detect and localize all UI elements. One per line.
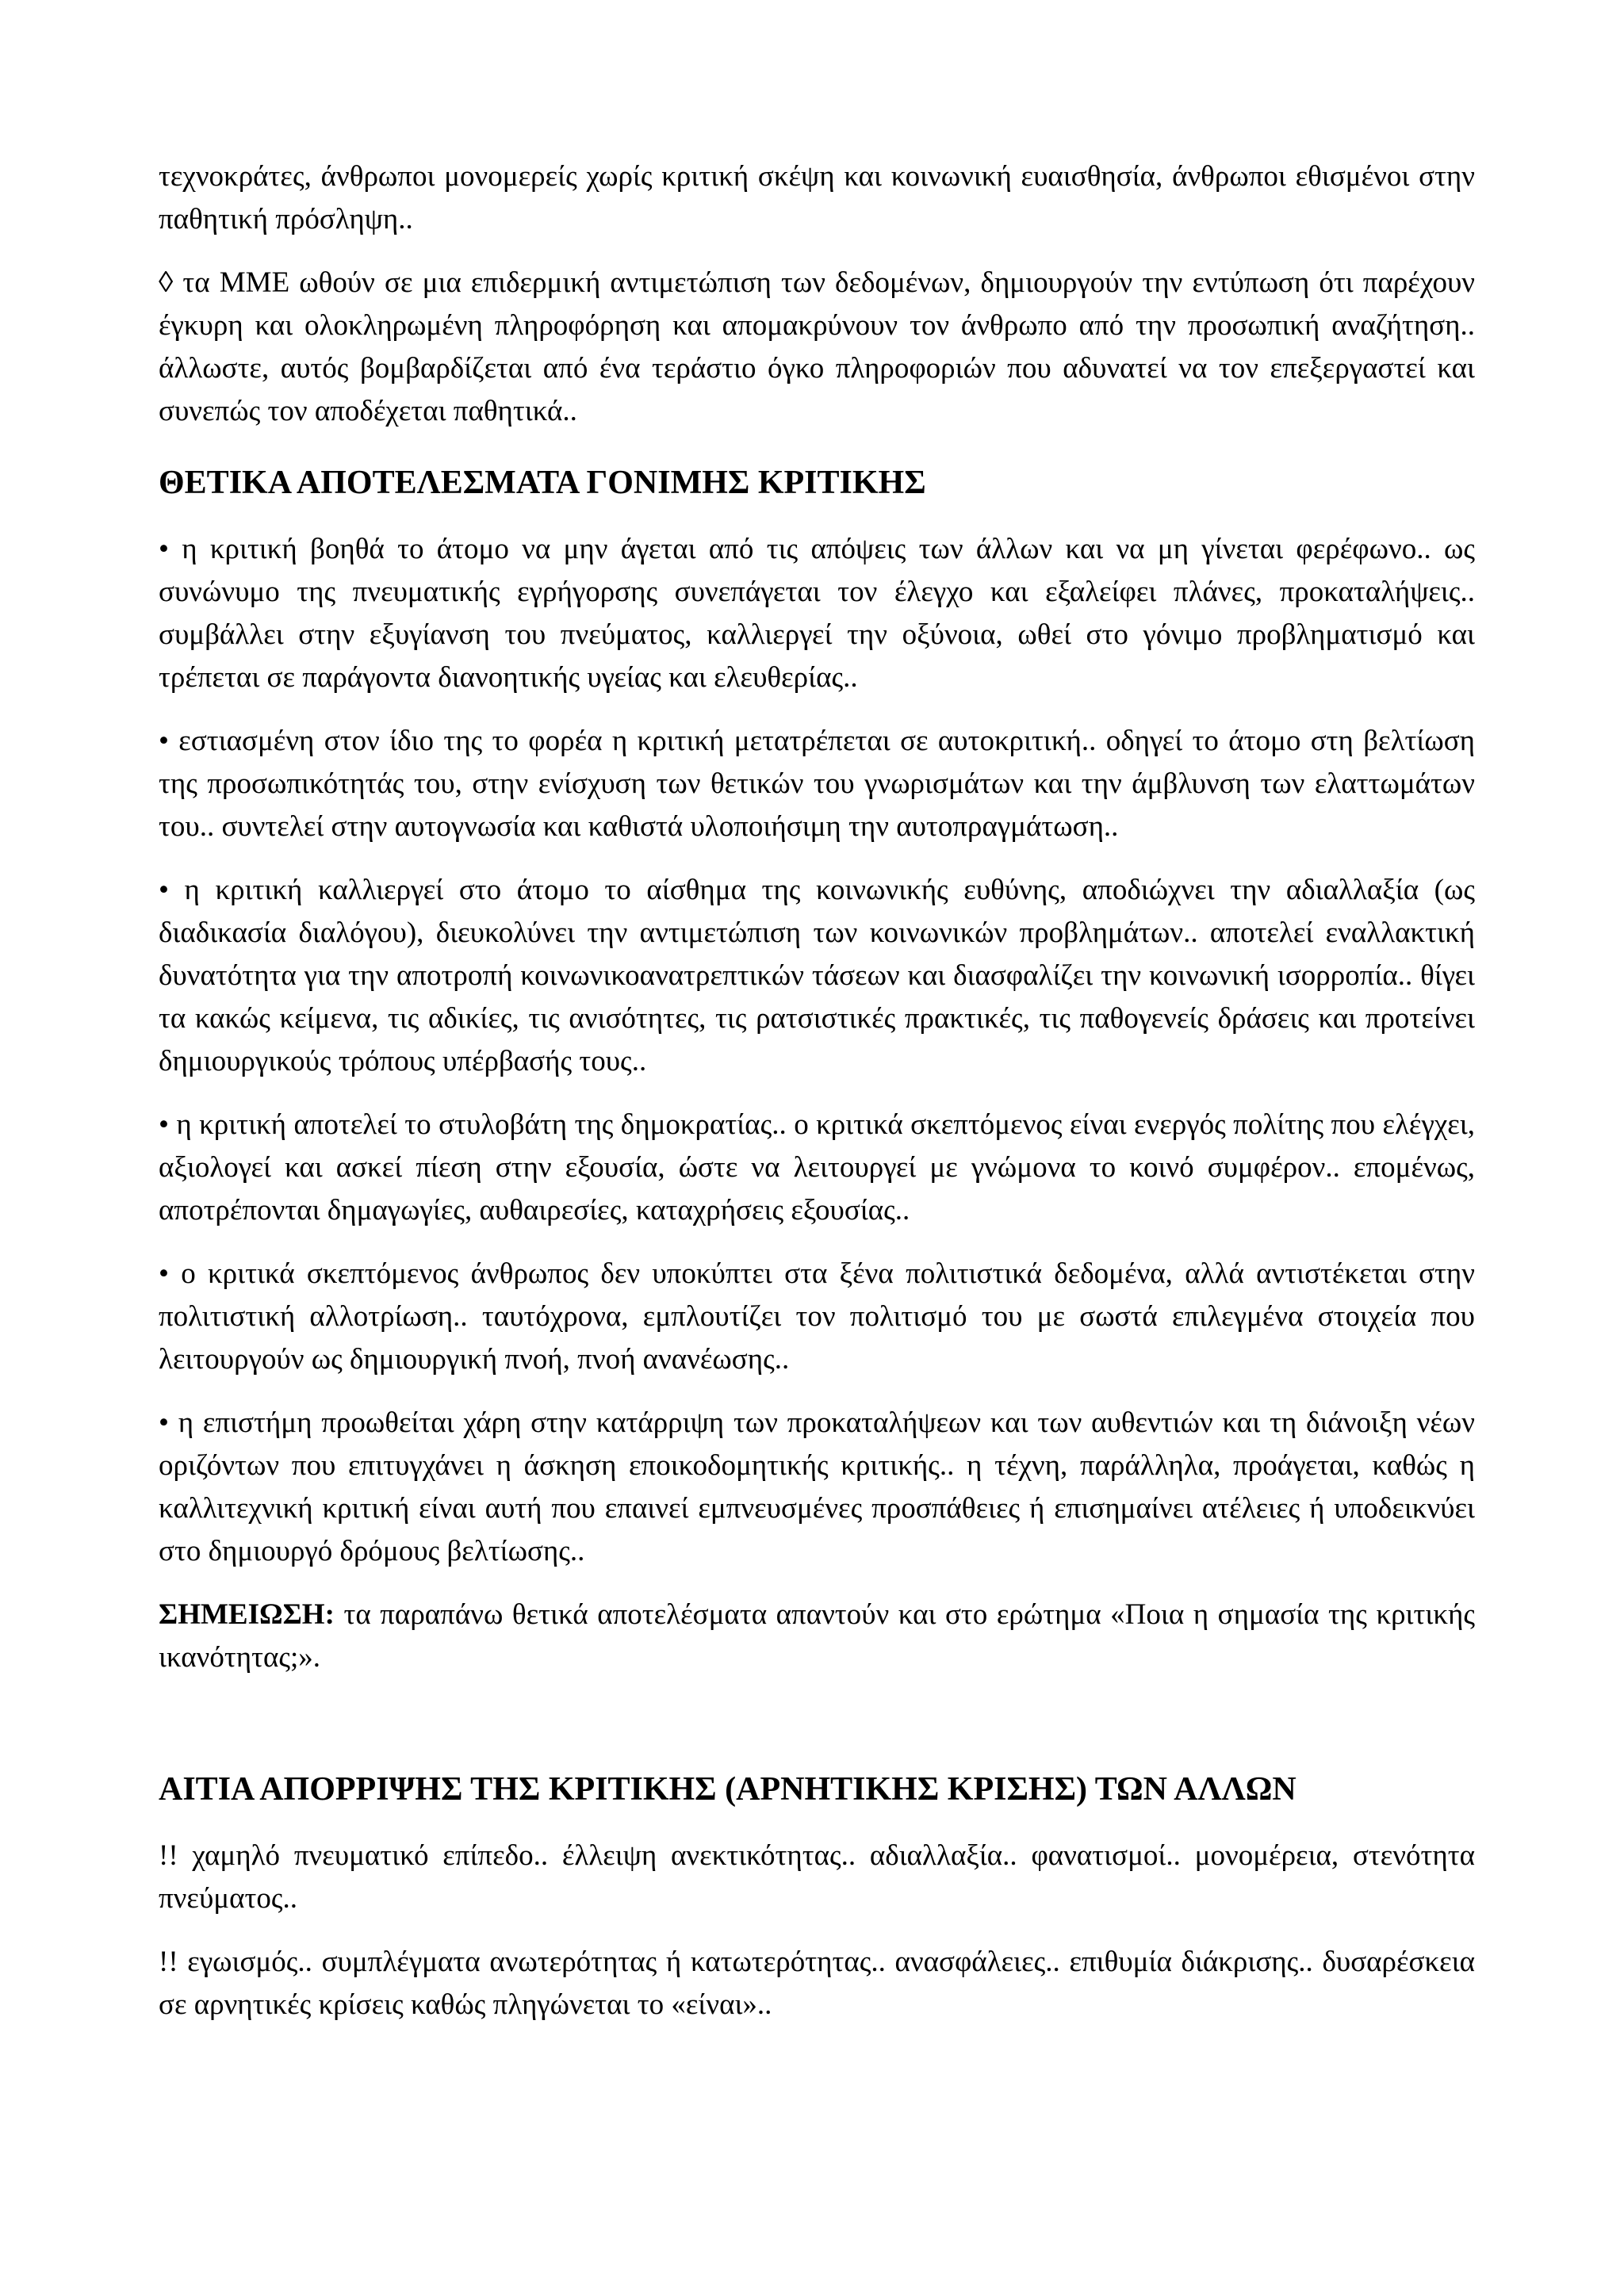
bullet-paragraph: • εστιασμένη στον ίδιο της το φορέα η κριτική μετατρέπεται σε αυτοκριτική.. οδηγεί το άτομο στη βελτίωση της προσωπικότητάς του, στην ενίσχυση των θετικών του γνωρισμάτων και την άμβλυνση των ελαττωμάτων του.. συντελεί στην αυτογνωσία και καθιστά υλοποιήσιμη την αυτοπραγμάτωση.. bbox=[159, 725, 1475, 843]
note-label: ΣΗΜΕΙΩΣΗ: bbox=[159, 1598, 335, 1631]
note-paragraph bbox=[159, 1594, 1475, 1679]
cause-paragraph: !! χαμηλό πνευματικό επίπεδο.. έλλειψη ανεκτικότητας.. αδιαλλαξία.. φανατισμοί.. μονομέρεια, στενότητα πνεύματος.. bbox=[159, 1839, 1475, 1915]
bullet-paragraph: • η κριτική καλλιεργεί στο άτομο το αίσθημα της κοινωνικής ευθύνης, αποδιώχνει την αδιαλλαξία (ως διαδικασία διαλόγου), διευκολύνει την αντιμετώπιση των κοινωνικών προβλημάτων.. αποτελεί εναλλακτική δυνατότητα για την αποτροπή κοινωνικοανατρεπτικών τάσεων και διασφαλίζει την κοινωνική ισορροπία.. θίγει τα κακώς κείμενα, τις αδικίες, τις ανισότητες, τις ρατσιστικές πρακτικές, τις παθογενείς δράσεις και προτείνει δημιουργικούς τρόπους υπέρβασής τους.. bbox=[159, 874, 1475, 1077]
bullet-paragraph: • ο κριτικά σκεπτόμενος άνθρωπος δεν υποκύπτει στα ξένα πολιτιστικά δεδομένα, αλλά αντιστέκεται στην πολιτιστική αλλοτρίωση.. ταυτόχρονα, εμπλουτίζει τον πολιτισμό του με σωστά επιλεγμένα στοιχεία που λειτουργούν ως δημιουργική πνοή, πνοή ανανέωσης.. bbox=[159, 1257, 1475, 1376]
bullet-paragraph: • η κριτική βοηθά το άτομο να μην άγεται από τις απόψεις των άλλων και να μη γίνεται φερέφωνο.. ως συνώνυμο της πνευματικής εγρήγορσης συνεπάγεται τον έλεγχο και εξαλείφει πλάνες, προκαταλήψεις.. συμβάλλει στην εξυγίανση του πνεύματος, καλλιεργεί την οξύνοια, ωθεί στο γόνιμο προβληματισμό και τρέπεται σε παράγοντα διανοητικής υγείας και ελευθερίας.. bbox=[159, 533, 1475, 694]
bullet-paragraph: • η κριτική αποτελεί το στυλοβάτη της δημοκρατίας.. ο κριτικά σκεπτόμενος είναι ενεργός πολίτης που ελέγχει, αξιολογεί και ασκεί πίεση στην εξουσία, ώστε να λειτουργεί με γνώμονα το κοινό συμφέρον.. επομένως, αποτρέπονται δημαγωγίες, αυθαιρεσίες, καταχρήσεις εξουσίας.. bbox=[159, 1108, 1475, 1226]
cause-paragraph: !! εγωισμός.. συμπλέγματα ανωτερότητας ή κατωτερότητας.. ανασφάλειες.. επιθυμία διάκρισης.. δυσαρέσκεια σε αρνητικές κρίσεις καθώς πληγώνεται το «είναι».. bbox=[159, 1946, 1475, 2021]
intro-paragraph: τεχνοκράτες, άνθρωποι μονομερείς χωρίς κριτική σκέψη και κοινωνική ευαισθησία, άνθρωποι εθισμένοι στην παθητική πρόσληψη.. bbox=[159, 160, 1475, 235]
section-heading-rejection-causes: ΑΙΤΙΑ ΑΠΟΡΡΙΨΗΣ ΤΗΣ ΚΡΙΤΙΚΗΣ (ΑΡΝΗΤΙΚΗΣ ΚΡΙΣΗΣ) ΤΩΝ ΑΛΛΩΝ bbox=[159, 1771, 1297, 1808]
document-page bbox=[159, 155, 1475, 2047]
section-heading-positive-effects: ΘΕΤΙΚΑ ΑΠΟΤΕΛΕΣΜΑΤΑ ΓΟΝΙΜΗΣ ΚΡΙΤΙΚΗΣ bbox=[159, 465, 926, 501]
media-paragraph: ◊ τα ΜΜΕ ωθούν σε μια επιδερμική αντιμετώπιση των δεδομένων, δημιουργούν την εντύπωση ότι παρέχουν έγκυρη και ολοκληρωμένη πληροφόρηση και απομακρύνουν τον άνθρωπο από την προσωπική αναζήτηση.. άλλωστε, αυτός βομβαρδίζεται από ένα τεράστιο όγκο πληροφοριών που αδυνατεί να τον επεξεργαστεί και συνεπώς τον αποδέχεται παθητικά.. bbox=[159, 266, 1475, 427]
note-text: τα παραπάνω θετικά αποτελέσματα απαντούν και στο ερώτημα «Ποια η σημασία της κριτικής ικανότητας;». bbox=[159, 1598, 1475, 1674]
bullet-paragraph: • η επιστήμη προωθείται χάρη στην κατάρριψη των προκαταλήψεων και των αυθεντιών και τη διάνοιξη νέων οριζόντων που επιτυγχάνει η άσκηση εποικοδομητικής κριτικής.. η τέχνη, παράλληλα, προάγεται, καθώς η καλλιτεχνική κριτική είναι αυτή που επαινεί εμπνευσμένες προσπάθειες ή επισημαίνει ατέλειες ή υποδεικνύει στο δημιουργό δρόμους βελτίωσης.. bbox=[159, 1406, 1475, 1567]
